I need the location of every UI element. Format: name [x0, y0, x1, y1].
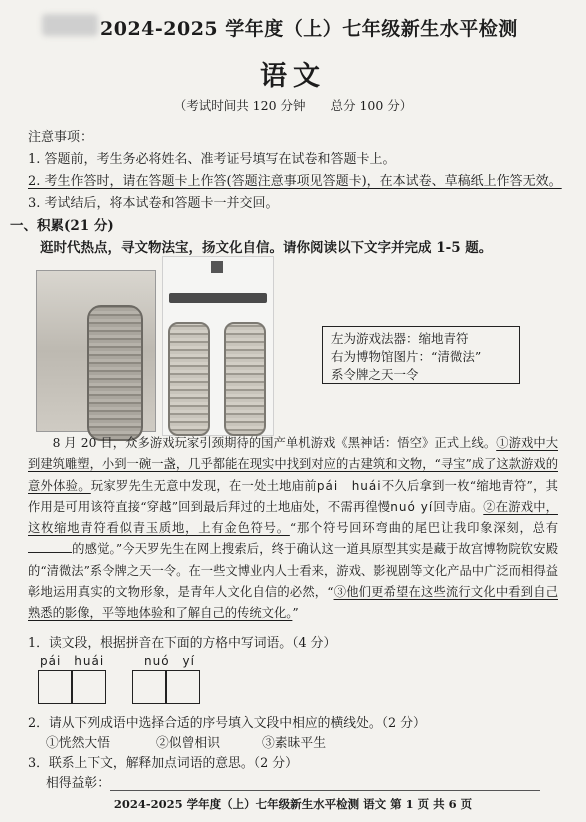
note-item-3: 3. 考试结后，将本试卷和答题卡一并交回。 [28, 196, 279, 211]
passage-text: 不久后拿到一枚“缩地青符”，其作用是可用该符直接“穿越”回到最后拜过的土地庙处，不需再徨慢 [28, 478, 558, 514]
question-2-option-1: ①恍然大悟 [46, 736, 110, 751]
answer-box-1[interactable] [38, 670, 72, 704]
phone-header-bar [169, 293, 267, 303]
game-item-photo [36, 270, 156, 432]
caption-line-2: 右为博物馆图片：“清微法” [331, 349, 482, 364]
jade-tablet-shape [87, 305, 143, 441]
answer-line[interactable] [110, 776, 540, 791]
subject-title: 语文 [260, 61, 326, 92]
passage-text: ” [292, 606, 299, 621]
pinyin-2: nuó yí [390, 499, 434, 514]
caption-line-1: 左为游戏法器：缩地青符 [331, 331, 469, 346]
page-footer: 2024-2025 学年度（上）七年级新生水平检测 语文 第 1 页 共 6 页 [113, 797, 473, 811]
answer-box-4[interactable] [166, 670, 200, 704]
question-2: 2．请从下列成语中选择合适的序号填入文段中相应的横线处。（2 分） [28, 716, 426, 731]
question-2-option-2: ②似曾相识 [156, 736, 220, 751]
caption-line-3: 系令牌之天一令 [331, 367, 419, 382]
figure-caption-box [322, 326, 520, 384]
question-1-pinyin-2: nuó yí [144, 654, 195, 668]
underlined-sentence-2: ②在游戏中，这枚缩地青符看似青玉质地，上有金色符号。 [28, 499, 558, 536]
passage-text: “那个符号回环弯曲的尾巴让我印象深刻，总有 [289, 521, 558, 536]
passage-text: 回寺庙。 [433, 499, 484, 514]
answer-box-2[interactable] [72, 670, 106, 704]
question-1: 1．读文段，根据拼音在下面的方格中写词语。（4 分） [28, 636, 337, 651]
note-item-1: 1. 答题前，考生务必将姓名、准考证号填写在试卷和答题卡上。 [28, 152, 396, 167]
pinyin-1: pái huái [316, 478, 382, 493]
museum-tablet-back [224, 322, 266, 436]
museum-logo-icon [211, 261, 223, 273]
notes-title: 注意事项： [28, 130, 94, 145]
exam-title: 2024-2025 学年度（上）七年级新生水平检测 [100, 18, 518, 40]
idiom-blank[interactable] [28, 540, 72, 553]
underlined-sentence-1: ①游戏中大到建筑雕塑，小到一碗一盏，几乎都能在现实中找到对应的古建筑和文物，“寻宝”成了这款游戏的意外体验。 [28, 436, 558, 493]
question-1-pinyin-1: pái huái [40, 654, 105, 668]
reading-passage [28, 433, 558, 625]
note-item-2 [28, 170, 562, 189]
museum-tablet-front [168, 322, 210, 436]
note-item-2-text: 2. 考生作答时，请在答题卡上作答(答题注意事项见答题卡)，在本试卷、草稿纸上作答无效。 [28, 174, 562, 189]
redacted-school-name [42, 14, 98, 36]
section-title: 一、积累(21 分) [10, 218, 114, 234]
underlined-sentence-3: ③他们更希望在这些流行文化中看到自己熟悉的影像，平等地体验和了解自己的传统文化。 [28, 585, 558, 621]
passage-text: 玩家罗先生无意中发现，在一处土地庙前 [90, 478, 317, 493]
answer-box-3[interactable] [132, 670, 166, 704]
time-note: （考试时间共 120 分钟 总分 100 分） [173, 98, 413, 113]
question-3-item [46, 772, 540, 791]
passage-text: 8 月 20 日，众多游戏玩家引颈期待的国产单机游戏《黑神话：悟空》正式上线。 [52, 436, 497, 450]
section-intro: 逛时代热点，寻文物法宝，扬文化自信。请你阅读以下文字并完成 1-5 题。 [40, 240, 493, 256]
question-2-option-3: ③素昧平生 [262, 736, 326, 751]
question-3: 3．联系上下文，解释加点词语的意思。（2 分） [28, 756, 298, 771]
question-3-term: 相得益彰： [46, 776, 110, 791]
passage-text: 的感觉。”今天罗先生在网上搜索后，终于确认这一道具原型其实是藏于故宫博物院钦安殿的“清微法”系令牌之天一令。在一些文博业内人士看来，游戏、影视剧等文化产品中广泛而相得益彰地运用真实的文物形象，是青年人文化自信的必然，“ [28, 542, 558, 600]
figure-images [18, 252, 318, 438]
